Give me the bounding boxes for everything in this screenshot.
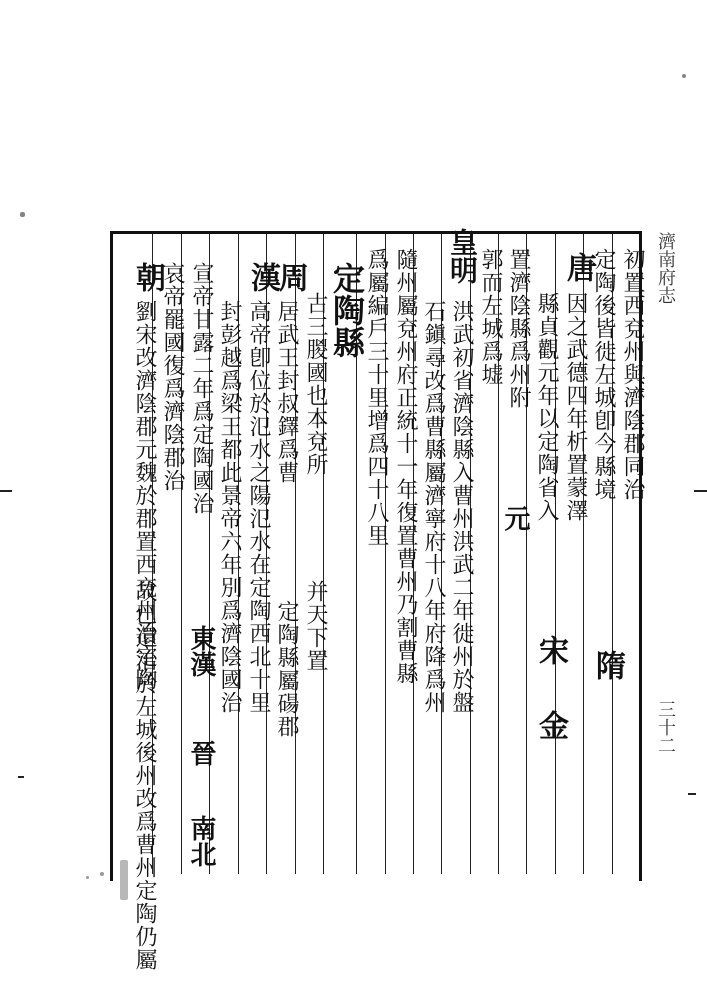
- scan-speck: [100, 872, 104, 876]
- page-frame-top: [110, 231, 642, 234]
- text-column: 洪武初省濟陰縣入曹州洪武二年徙州於盤: [449, 300, 474, 714]
- scan-speck: [20, 212, 25, 217]
- text-column: 因之武德四年析置蒙澤: [563, 292, 588, 522]
- edge-mark-right: [694, 490, 707, 492]
- text-column: 置濟陰縣爲州附: [506, 248, 531, 409]
- edge-mark-left-lower: [18, 776, 24, 778]
- text-column: 高帝卽位於氾水之陽氾水在定陶西北十里: [246, 300, 271, 714]
- text-fragment: 定陶縣屬碭郡: [274, 600, 299, 738]
- scan-speck: [682, 74, 686, 78]
- text-column: 縣貞觀元年以定陶省入: [534, 292, 559, 522]
- text-column: 封彭越爲梁王都此景帝六年別爲濟陰國治: [217, 300, 242, 714]
- dynasty-marker-huang-ming: 皇明: [446, 228, 479, 284]
- page-frame-left: [110, 231, 113, 881]
- text-column: 爲屬編戶三十里增爲四十八里: [364, 248, 389, 547]
- text-column: 隨州屬兗州府正統十一年復置曹州乃割曹縣: [393, 248, 418, 685]
- dynasty-marker-song: 宋: [533, 635, 568, 665]
- text-column: 石鎭尋改爲曹縣屬濟寧府十八年府降爲州: [421, 300, 446, 714]
- text-column: 居武王封叔鐸爲曹: [274, 300, 299, 484]
- edge-mark-right-lower: [688, 793, 696, 795]
- county-heading-dingtao: 定陶縣: [328, 262, 366, 358]
- dynasty-marker-nan-bei: 南北: [186, 815, 216, 867]
- edge-mark-left: [0, 490, 12, 492]
- dynasty-marker-jin: 金: [533, 710, 568, 740]
- scan-speck: [86, 876, 89, 879]
- text-column: 定陶後皆徙左城卽今縣境: [591, 248, 616, 501]
- text-column: 初置西兗州與濟陰郡同治: [620, 248, 645, 501]
- scan-smudge: [120, 860, 128, 900]
- dynasty-marker-yuan: 元: [500, 505, 530, 531]
- dynasty-marker-zhou: 周: [273, 262, 308, 292]
- margin-title: 濟南府志: [655, 232, 676, 304]
- text-column: 宣帝甘露二年爲定陶國治: [189, 262, 214, 515]
- dynasty-marker-chao: 朝: [130, 262, 165, 292]
- folio-number: 三十二: [655, 700, 676, 754]
- dynasty-marker-sui: 隋: [590, 650, 625, 680]
- text-column: 古三朡國也本兗所: [303, 292, 328, 476]
- dynasty-marker-han: 漢: [245, 262, 280, 292]
- dynasty-marker-dong-han: 東漢: [186, 625, 216, 677]
- text-fragment: 并天下置: [303, 580, 328, 672]
- text-column: 劉宋改濟陰郡元魏於郡置西兗州治定陶: [132, 300, 157, 691]
- text-column: 哀帝罷國復爲濟陰郡治: [160, 262, 185, 492]
- text-column: 郭而左城爲墟: [478, 248, 503, 386]
- dynasty-marker-tang: 唐: [561, 252, 596, 282]
- text-column: 故已還治於左城後州改爲曹州定陶仍屬: [132, 580, 157, 971]
- dynasty-marker-jin-dynasty: 晉: [186, 740, 216, 766]
